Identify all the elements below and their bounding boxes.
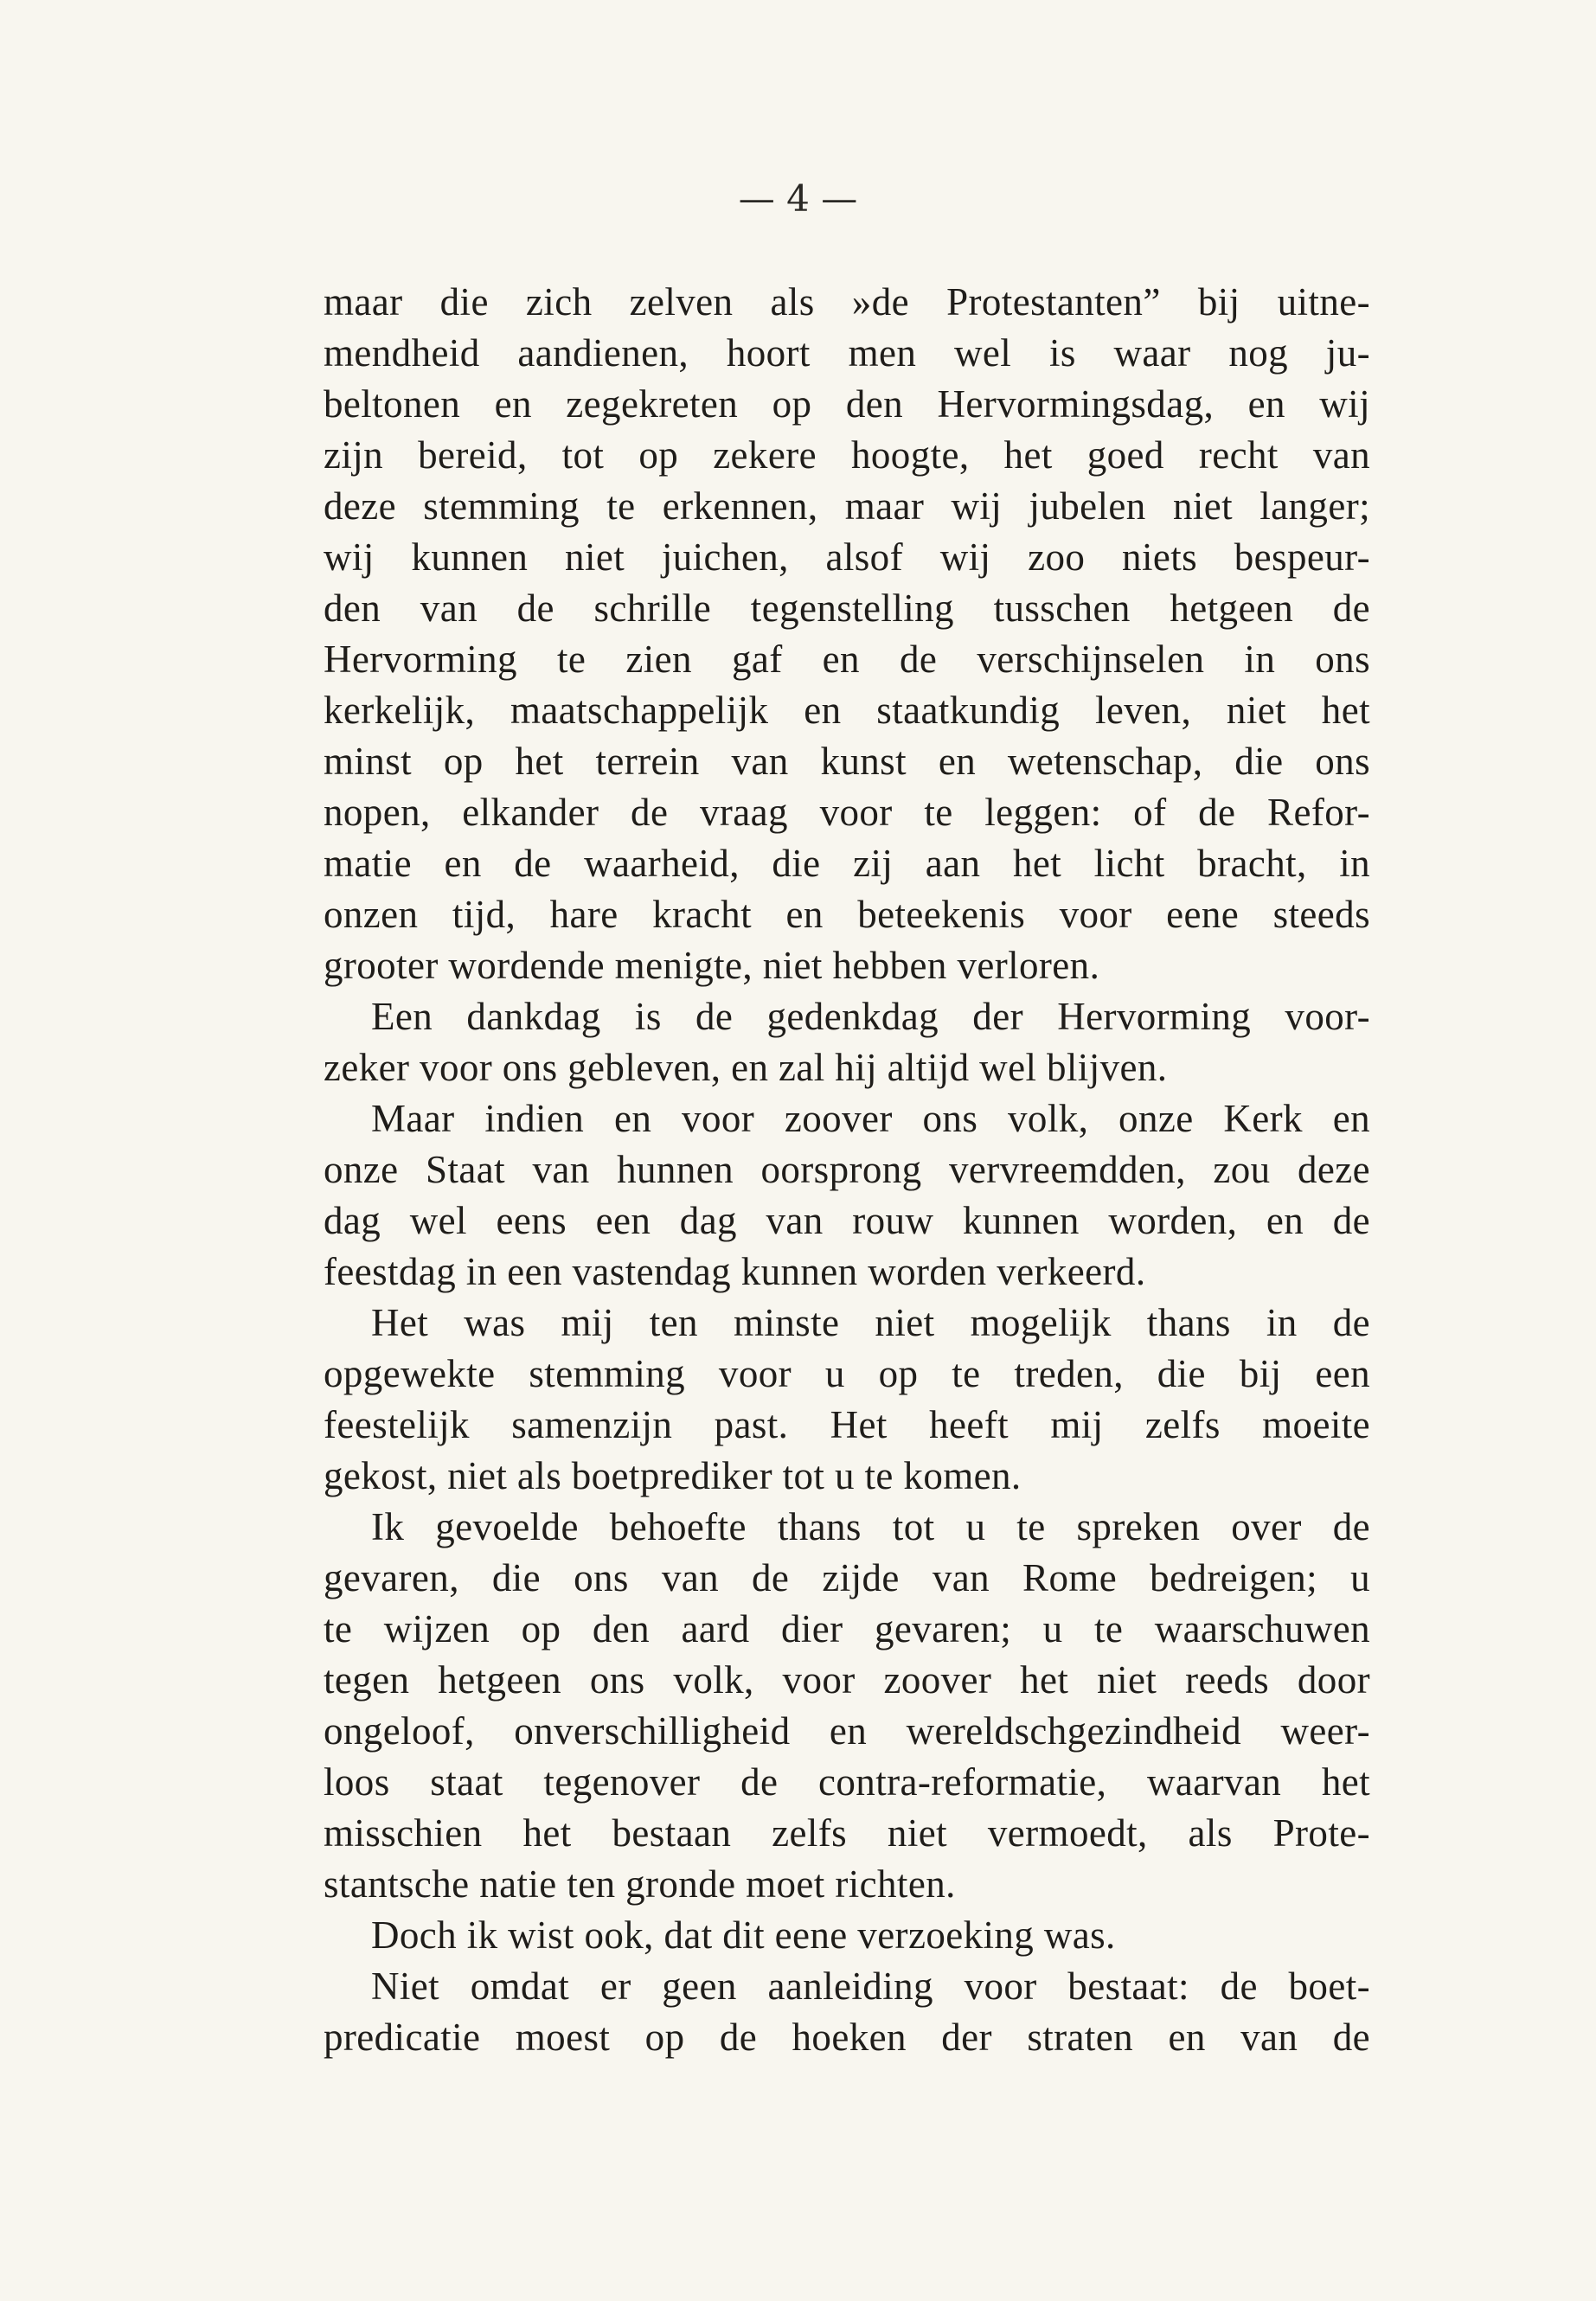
text-line: loos staat tegenover de contra-reformatie, waarvan het [324, 1760, 1370, 1804]
text-line: Hervorming te zien gaf en de verschijnselen in ons [324, 638, 1370, 681]
text-line: Het was mij ten minste niet mogelijk thans in de [371, 1301, 1370, 1344]
text-line: feestdag in een vastendag kunnen worden verkeerd. [324, 1250, 1146, 1293]
text-line: beltonen en zegekreten op den Hervormingsdag, en wij [324, 382, 1370, 426]
text-line: tegen hetgeen ons volk, voor zoover het niet reeds door [324, 1658, 1370, 1702]
text-line: gekost, niet als boetprediker tot u te komen. [324, 1454, 1022, 1497]
text-line: maar die zich zelven als »de Protestanten” bij uitne- [324, 280, 1370, 324]
text-line: opgewekte stemming voor u op te treden, die bij een [324, 1352, 1370, 1395]
text-line: stantsche natie ten gronde moet richten. [324, 1862, 956, 1906]
text-line: Doch ik wist ook, dat dit eene verzoeking was. [371, 1913, 1116, 1957]
text-line: grooter wordende menigte, niet hebben verloren. [324, 944, 1100, 987]
text-line: wij kunnen niet juichen, alsof wij zoo niets bespeur- [324, 535, 1370, 579]
text-line: onze Staat van hunnen oorsprong vervreemdden, zou deze [324, 1148, 1370, 1191]
text-line: kerkelijk, maatschappelijk en staatkundig leven, niet het [324, 689, 1370, 732]
page-number: — 4 — [738, 177, 858, 220]
text-line: nopen, elkander de vraag voor te leggen: of de Refor- [324, 791, 1370, 834]
text-line: zeker voor ons gebleven, en zal hij altijd wel blijven. [324, 1046, 1168, 1089]
text-line: dag wel eens een dag van rouw kunnen worden, en de [324, 1199, 1370, 1242]
text-line: minst op het terrein van kunst en wetenschap, die ons [324, 740, 1370, 783]
text-line: Maar indien en voor zoover ons volk, onze Kerk en [371, 1097, 1370, 1140]
text-line: den van de schrille tegenstelling tusschen hetgeen de [324, 586, 1370, 630]
text-line: gevaren, die ons van de zijde van Rome bedreigen; u [324, 1556, 1370, 1599]
text-line: misschien het bestaan zelfs niet vermoedt, als Prote- [324, 1811, 1370, 1855]
text-line: ongeloof, onverschilligheid en wereldschgezindheid weer- [324, 1709, 1370, 1753]
text-line: predicatie moest op de hoeken der straten en van de [324, 2016, 1370, 2059]
text-line: mendheid aandienen, hoort men wel is waar nog ju- [324, 331, 1370, 375]
text-line: te wijzen op den aard dier gevaren; u te waarschuwen [324, 1607, 1370, 1650]
text-line: Ik gevoelde behoefte thans tot u te spreken over de [371, 1505, 1370, 1548]
text-line: matie en de waarheid, die zij aan het licht bracht, in [324, 842, 1370, 885]
text-line: deze stemming te erkennen, maar wij jubelen niet langer; [324, 484, 1370, 528]
text-line: onzen tijd, hare kracht en beteekenis voor eene steeds [324, 893, 1370, 936]
text-line: feestelijk samenzijn past. Het heeft mij zelfs moeite [324, 1403, 1370, 1446]
text-line: Niet omdat er geen aanleiding voor bestaat: de boet- [371, 1965, 1370, 2008]
text-line: Een dankdag is de gedenkdag der Hervorming voor- [371, 995, 1370, 1038]
body-text [324, 277, 1370, 2063]
text-line: zijn bereid, tot op zekere hoogte, het goed recht van [324, 433, 1370, 477]
